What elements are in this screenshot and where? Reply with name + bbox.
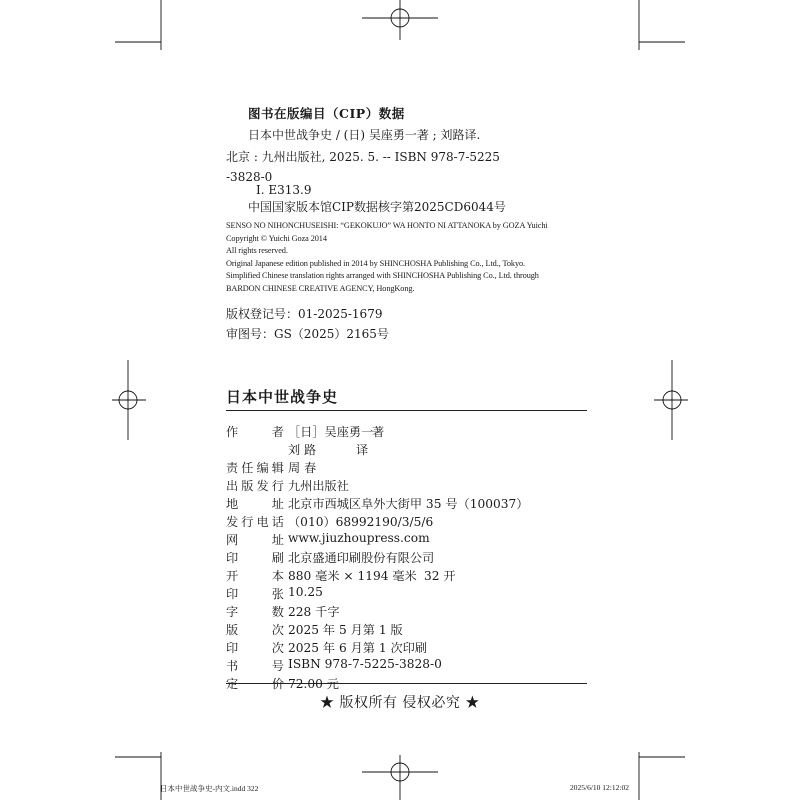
cip-line-1: 日本中世战争史 / (日) 吴座勇一著 ; 刘路译. <box>248 128 481 142</box>
map-approval-no: 审图号：GS（2025）2165号 <box>226 327 389 341</box>
registration-target-left <box>112 360 146 440</box>
detail-label: 开本 <box>226 569 284 583</box>
detail-label: 书号 <box>226 659 284 673</box>
cip-line-5: 中国国家版本馆CIP数据核字第2025CD6044号 <box>248 200 506 214</box>
detail-value: （010）68992190/3/5/6 <box>288 515 434 529</box>
english-line-4: Original Japanese edition published in 2014 by SHINCHOSHA Publishing Co., Ltd., Tokyo. <box>226 259 526 268</box>
detail-label: 网址 <box>226 533 284 547</box>
copyright-registration-no: 版权登记号：01-2025-1679 <box>226 307 383 321</box>
detail-value: 2025 年 5 月第 1 版 <box>288 623 403 637</box>
book-title: 日本中世战争史 <box>226 388 339 406</box>
english-line-3: All rights reserved. <box>226 246 288 255</box>
detail-value: 北京市西城区阜外大街甲 35 号（100037） <box>288 497 529 511</box>
detail-value-suffix: 著 <box>372 425 385 439</box>
cip-line-2: 北京 : 九州出版社, 2025. 5. -- ISBN 978-7-5225 <box>226 150 500 164</box>
detail-value: 10.25 <box>288 585 323 599</box>
detail-label: 发行电话 <box>226 515 284 529</box>
detail-value: 周 春 <box>288 461 317 475</box>
detail-label: 印刷 <box>226 551 284 565</box>
footer-timestamp: 2025/6/10 12:12:02 <box>570 783 629 792</box>
cip-line-3: -3828-0 <box>226 170 273 184</box>
english-line-2: Copyright © Yuichi Goza 2014 <box>226 234 327 243</box>
detail-label: 字数 <box>226 605 284 619</box>
detail-value: 880 毫米 × 1194 毫米 <box>288 569 417 583</box>
detail-value: 九州出版社 <box>288 479 349 493</box>
registration-target-bottom <box>362 755 438 800</box>
footer-file-info: 日本中世战争史-内文.indd 322 <box>160 784 259 793</box>
copyright-slogan: ★ 版权所有 侵权必究 ★ <box>320 695 480 711</box>
detail-value: 北京盛通印刷股份有限公司 <box>288 551 435 565</box>
cip-line-4: Ⅰ. E313.9 <box>256 183 312 197</box>
detail-value-suffix: 32 开 <box>424 569 456 583</box>
detail-value: 2025 年 6 月第 1 次印刷 <box>288 641 428 655</box>
detail-value-suffix: 译 <box>356 443 369 457</box>
cip-title: 图书在版编目（CIP）数据 <box>248 106 405 121</box>
detail-value: 刘 路 <box>288 443 317 457</box>
detail-label: 版次 <box>226 623 284 637</box>
detail-label: 印次 <box>226 641 284 655</box>
detail-label: 印张 <box>226 587 284 601</box>
detail-label: 出版发行 <box>226 479 284 493</box>
english-line-5: Simplified Chinese translation rights arranged with SHINCHOSHA Publishing Co., Ltd. through <box>226 271 539 280</box>
detail-label: 责任编辑 <box>226 461 284 475</box>
detail-label: 地址 <box>226 497 284 511</box>
registration-target-top <box>362 0 438 40</box>
english-line-1: SENSO NO NIHONCHUSEISHI: “GEKOKUJO” WA HONTO NI ATTANOKA by GOZA Yuichi <box>226 221 548 230</box>
detail-value: ［日］吴座勇一 <box>288 425 374 439</box>
english-line-6: BARDON CHINESE CREATIVE AGENCY, HongKong. <box>226 284 415 293</box>
registration-target-right <box>654 360 688 440</box>
detail-label: 作者 <box>226 425 284 439</box>
detail-value: www.jiuzhoupress.com <box>288 531 430 545</box>
detail-value: ISBN 978-7-5225-3828-0 <box>288 657 442 671</box>
detail-value: 228 千字 <box>288 605 340 619</box>
